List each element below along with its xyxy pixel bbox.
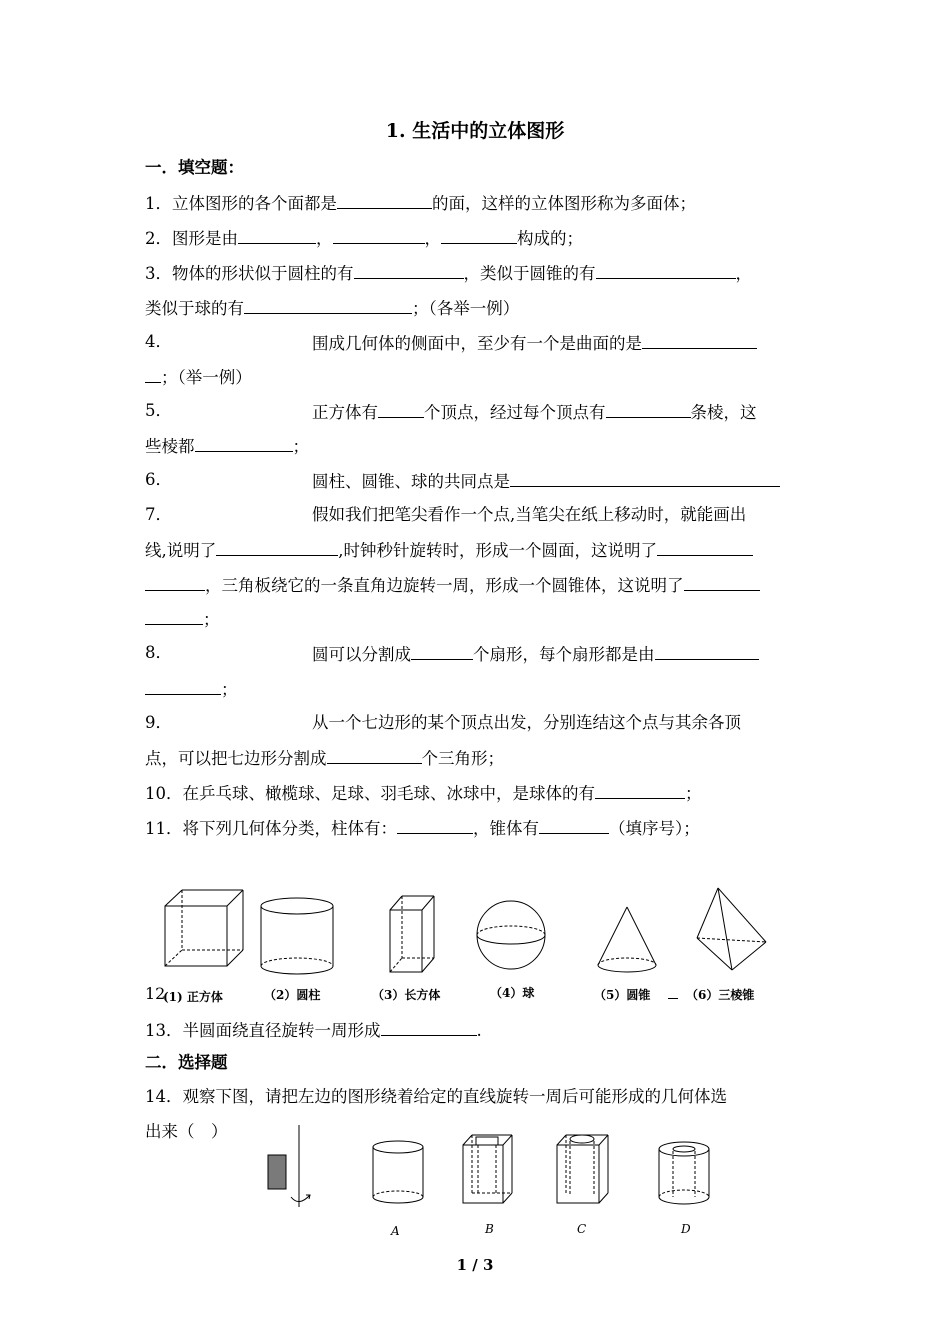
q7-blank-3[interactable] — [684, 573, 760, 591]
question-1 — [145, 191, 696, 215]
solids-figure — [0, 880, 950, 1010]
caption-cylinder: （2）圆柱 — [264, 988, 321, 1002]
q6-number: 6． — [145, 470, 172, 489]
q9-number: 9． — [145, 713, 172, 732]
q2-text: 2．图形是由 — [145, 229, 238, 248]
q9-text-line2-end: 个三角形； — [421, 749, 504, 768]
caption-cone: （5）圆锥 — [594, 988, 651, 1002]
q3-blank-3[interactable] — [244, 296, 412, 314]
q9-blank[interactable] — [327, 746, 422, 764]
q11-blank-1[interactable] — [397, 816, 473, 834]
question-9: 从一个七边形的某个顶点出发，分别连结这个点与其余各顶 — [312, 713, 741, 732]
question-7-line-4 — [145, 607, 220, 631]
q5-text-line2: 些棱都 — [145, 437, 195, 456]
question-8-line-2 — [145, 677, 238, 701]
q2-text-end: 构成的； — [517, 229, 583, 248]
caption-sphere: （4）球 — [490, 986, 535, 1000]
question-5 — [312, 400, 757, 424]
q11-blank-2[interactable] — [539, 816, 609, 834]
option-a-label: A — [391, 1224, 400, 1238]
q7-text-line2: 线,说明了 — [145, 541, 217, 560]
q6-blank[interactable] — [510, 469, 780, 487]
q8-text-end: 个扇形，每个扇形都是由 — [473, 645, 655, 664]
q9-text-line2: 点，可以把七边形分割成 — [145, 749, 327, 768]
question-6 — [312, 469, 780, 493]
q2-sep: ， — [424, 229, 441, 248]
q2-sep: ， — [316, 229, 333, 248]
q2-blank-2[interactable] — [333, 226, 425, 244]
q3-blank-1[interactable] — [354, 261, 464, 279]
q4-blank[interactable] — [642, 331, 757, 349]
q5-text: 正方体有 — [312, 403, 378, 422]
option-b-shape — [463, 1135, 512, 1203]
q13-text: 13．半圆面绕直径旋转一周形成 — [145, 1021, 381, 1040]
q8-blank-2[interactable] — [655, 642, 759, 660]
caption-cone-blank — [668, 998, 678, 999]
q10-text: 10．在乒乓球、橄榄球、足球、羽毛球、冰球中，是球体的有 — [145, 784, 595, 803]
q12-number: 12 — [145, 984, 166, 1003]
option-d-shape — [659, 1142, 709, 1204]
question-7-line-2 — [145, 538, 753, 562]
option-c-shape — [557, 1135, 608, 1203]
question-9-line-2 — [145, 746, 504, 770]
option-c-label: C — [577, 1222, 587, 1236]
question-2 — [145, 226, 583, 250]
q5-text-mid: 个顶点，经过每个顶点有 — [424, 403, 606, 422]
q4-number: 4． — [145, 332, 172, 351]
q13-blank[interactable] — [381, 1018, 477, 1036]
question-7-line-3 — [145, 573, 760, 597]
q8-blank-1[interactable] — [411, 642, 473, 660]
option-d-label: D — [681, 1222, 691, 1236]
question-11 — [145, 816, 700, 840]
q7-number: 7． — [145, 505, 172, 524]
pyramid-shape — [697, 888, 766, 970]
question-14-line-2: 出来（ ） — [145, 1122, 228, 1141]
q5-text-line2-end: ； — [292, 437, 309, 456]
q3-text-line2-end: ；（各举一例） — [412, 299, 520, 318]
question-3-line-2 — [145, 296, 519, 320]
q3-text-end: ， — [735, 264, 752, 283]
q7-blank-3-cont[interactable] — [145, 607, 203, 625]
q10-text-end: ； — [685, 784, 702, 803]
q5-blank-1[interactable] — [378, 400, 424, 418]
rotation-figure — [0, 1125, 950, 1225]
question-3 — [145, 261, 752, 285]
q7-blank-2[interactable] — [657, 538, 753, 556]
q5-number: 5． — [145, 401, 172, 420]
q5-blank-3[interactable] — [195, 434, 293, 452]
section-heading-fill-blank: 一．填空题： — [145, 158, 244, 177]
rotation-arrow — [291, 1195, 310, 1202]
question-7: 假如我们把笔尖看作一个点,当笔尖在纸上移动时，就能画出 — [312, 505, 747, 524]
option-a-shape — [373, 1141, 423, 1203]
q5-blank-2[interactable] — [606, 400, 691, 418]
q10-blank[interactable] — [595, 781, 685, 799]
q11-text-end: （填序号）； — [609, 819, 700, 838]
question-8 — [312, 642, 759, 666]
q13-text-end: . — [476, 1021, 482, 1040]
q1-text: 1．立体图形的各个面都是 — [145, 194, 337, 213]
q8-text-line2-end: ； — [221, 680, 238, 699]
q8-number: 8． — [145, 643, 172, 662]
q3-blank-2[interactable] — [596, 261, 736, 279]
q3-text-line2: 类似于球的有 — [145, 299, 244, 318]
q2-blank-1[interactable] — [238, 226, 316, 244]
q8-text: 圆可以分割成 — [312, 645, 411, 664]
caption-cuboid: （3）长方体 — [372, 988, 441, 1002]
q4-text: 围成几何体的侧面中，至少有一个是曲面的是 — [312, 334, 642, 353]
section-heading-choice: 二．选择题 — [145, 1053, 228, 1072]
sphere-shape — [477, 901, 545, 969]
caption-pyramid: （6）三棱锥 — [686, 988, 755, 1002]
question-4 — [312, 331, 757, 355]
q1-text-end: 的面，这样的立体图形称为多面体； — [432, 194, 696, 213]
question-13 — [145, 1018, 482, 1042]
q4-blank-cont[interactable] — [145, 365, 161, 383]
q1-blank[interactable] — [337, 191, 432, 209]
q4-text-line2: ；（举一例） — [161, 368, 252, 387]
q5-text-end: 条棱，这 — [690, 403, 757, 422]
q3-text-mid: ，类似于圆锥的有 — [463, 264, 596, 283]
cube-shape — [165, 890, 243, 966]
q7-blank-2-cont[interactable] — [145, 573, 205, 591]
q7-text-line3: ，三角板绕它的一条直角边旋转一周，形成一个圆锥体，这说明了 — [205, 576, 684, 595]
cuboid-shape — [390, 896, 434, 972]
q7-text-line4-end: ； — [203, 610, 220, 629]
q6-text: 圆柱、圆锥、球的共同点是 — [312, 472, 510, 491]
question-10 — [145, 781, 702, 805]
option-b-label: B — [485, 1222, 494, 1236]
q3-text: 3．物体的形状似于圆柱的有 — [145, 264, 354, 283]
q7-text-line2-mid: ,时钟秒针旋转时，形成一个圆面，这说明了 — [338, 541, 657, 560]
question-5-line-2 — [145, 434, 309, 458]
q2-blank-3[interactable] — [441, 226, 517, 244]
q7-blank-1[interactable] — [216, 538, 338, 556]
shaded-rectangle — [268, 1155, 286, 1189]
caption-cube: (1) 正方体 — [163, 990, 223, 1004]
cone-shape — [598, 907, 656, 972]
q8-blank-2-cont[interactable] — [145, 677, 221, 695]
question-4-line-2 — [145, 365, 252, 389]
question-14: 14．观察下图，请把左边的图形绕着给定的直线旋转一周后可能形成的几何体选 — [145, 1087, 727, 1106]
page-title: 1. 生活中的立体图形 — [385, 120, 565, 142]
q11-text-mid: ，锥体有 — [473, 819, 539, 838]
cylinder-shape — [261, 898, 333, 974]
page-number: 1 / 3 — [456, 1256, 494, 1274]
q11-text: 11．将下列几何体分类，柱体有： — [145, 819, 397, 838]
